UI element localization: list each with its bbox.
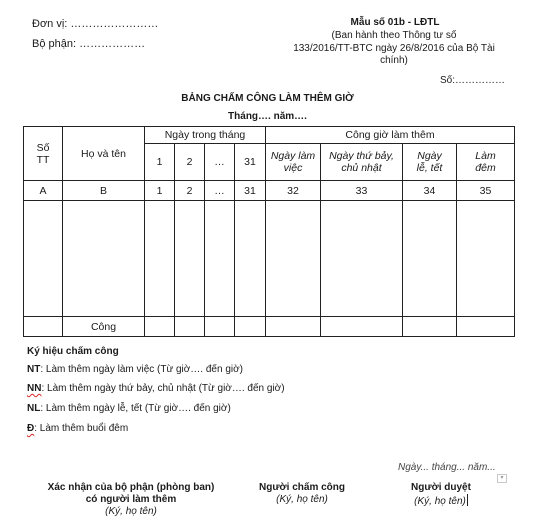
total-cell[interactable] [403, 317, 457, 337]
total-cell[interactable] [205, 317, 235, 337]
legend-nl-code: NL [27, 403, 41, 414]
code-cell: … [205, 181, 235, 201]
header-workday: Ngày làm việc [266, 144, 321, 181]
approver-sign: (Ký, họ tên) [414, 496, 466, 507]
code-cell: B [63, 181, 145, 201]
code-cell: 35 [457, 181, 515, 201]
sign-date: Ngày... tháng... năm... [398, 462, 496, 473]
total-cell[interactable] [321, 317, 403, 337]
issued-note [262, 30, 526, 68]
blank-cell[interactable] [175, 201, 205, 317]
approver-block [386, 482, 496, 508]
blank-cell[interactable] [63, 201, 145, 317]
confirm-title-2: có người làm thêm [85, 494, 177, 505]
header-holiday: Ngày lễ, tết [403, 144, 457, 181]
header-name: Họ và tên [63, 127, 145, 181]
timekeeper-sign: (Ký, họ tên) [276, 494, 328, 505]
confirm-sign: (Ký, họ tên) [105, 506, 157, 517]
legend-d-text: : Làm thêm buổi đêm [34, 423, 129, 434]
legend-heading: Ký hiệu chấm công [27, 346, 119, 357]
code-cell: 1 [145, 181, 175, 201]
blank-cell[interactable] [403, 201, 457, 317]
form-code: Mẫu số 01b - LĐTL [350, 17, 440, 28]
total-label: Công [63, 317, 145, 337]
legend-nt [27, 364, 243, 375]
header-hours-group: Công giờ làm thêm [266, 127, 515, 144]
code-cell: 2 [175, 181, 205, 201]
blank-cell[interactable] [235, 201, 266, 317]
header-day-1: 1 [145, 144, 175, 181]
department-field: Bộ phận: ……………… [32, 38, 146, 50]
timekeeper-block [242, 482, 362, 506]
header-night: Làm đêm [457, 144, 515, 181]
code-cell: A [24, 181, 63, 201]
legend-nt-code: NT [27, 364, 41, 375]
page-title: BẢNG CHẤM CÔNG LÀM THÊM GIỜ [181, 93, 354, 104]
blank-cell[interactable] [457, 201, 515, 317]
blank-cell[interactable] [145, 201, 175, 317]
legend-nn-text: : Làm thêm ngày thứ bảy, chủ nhật (Từ giờ…. đến giờ) [41, 383, 285, 394]
legend-nl-text: : Làm thêm ngày lễ, tết (Từ giờ…. đến giờ) [40, 403, 231, 414]
timekeeper-title: Người chấm công [258, 482, 346, 493]
issued-line-2: 133/2016/TT-BTC ngày 26/8/2016 của Bộ Tài [293, 42, 495, 54]
unit-field: Đơn vị: …………………… [32, 18, 159, 30]
total-stt-cell [24, 317, 63, 337]
total-cell[interactable] [235, 317, 266, 337]
total-cell[interactable] [175, 317, 205, 337]
header-weekend: Ngày thứ bảy, chủ nhật [321, 144, 403, 181]
legend-d-code: Đ [27, 423, 35, 434]
header-day-dots: … [205, 144, 235, 181]
blank-cell[interactable] [321, 201, 403, 317]
period-line: Tháng…. năm…. [228, 111, 307, 122]
blank-cell[interactable] [24, 201, 63, 317]
legend-nn-code: NN [27, 383, 42, 394]
doc-number: Số:…………… [440, 75, 506, 86]
code-cell: 32 [266, 181, 321, 201]
code-cell: 33 [321, 181, 403, 201]
confirm-block [22, 482, 240, 518]
code-row [24, 181, 515, 201]
total-cell[interactable] [457, 317, 515, 337]
legend-d [27, 423, 128, 434]
issued-line-3: chính) [380, 55, 408, 66]
header-day-31: 31 [235, 144, 266, 181]
overtime-table [23, 126, 515, 337]
issued-line-1: (Ban hành theo Thông tư số [331, 30, 457, 41]
header-days-group: Ngày trong tháng [145, 127, 266, 144]
header-stt: Số TT [24, 127, 63, 181]
code-cell: 34 [403, 181, 457, 201]
blank-cell[interactable] [205, 201, 235, 317]
text-cursor [467, 494, 468, 506]
total-cell[interactable] [266, 317, 321, 337]
approver-title: Người duyệt [411, 482, 471, 493]
approver-sign-line[interactable] [386, 494, 496, 508]
total-row [24, 317, 515, 337]
legend-nl [27, 403, 231, 414]
dropdown-marker-icon[interactable]: ▾ [497, 474, 507, 483]
legend-nn [27, 383, 285, 394]
total-cell[interactable] [145, 317, 175, 337]
confirm-title-1: Xác nhận của bộ phận (phòng ban) [47, 482, 215, 493]
legend-nt-text: : Làm thêm ngày làm việc (Từ giờ…. đến giờ) [40, 364, 243, 375]
code-cell: 31 [235, 181, 266, 201]
blank-cell[interactable] [266, 201, 321, 317]
header-day-2: 2 [175, 144, 205, 181]
blank-row [24, 201, 515, 317]
